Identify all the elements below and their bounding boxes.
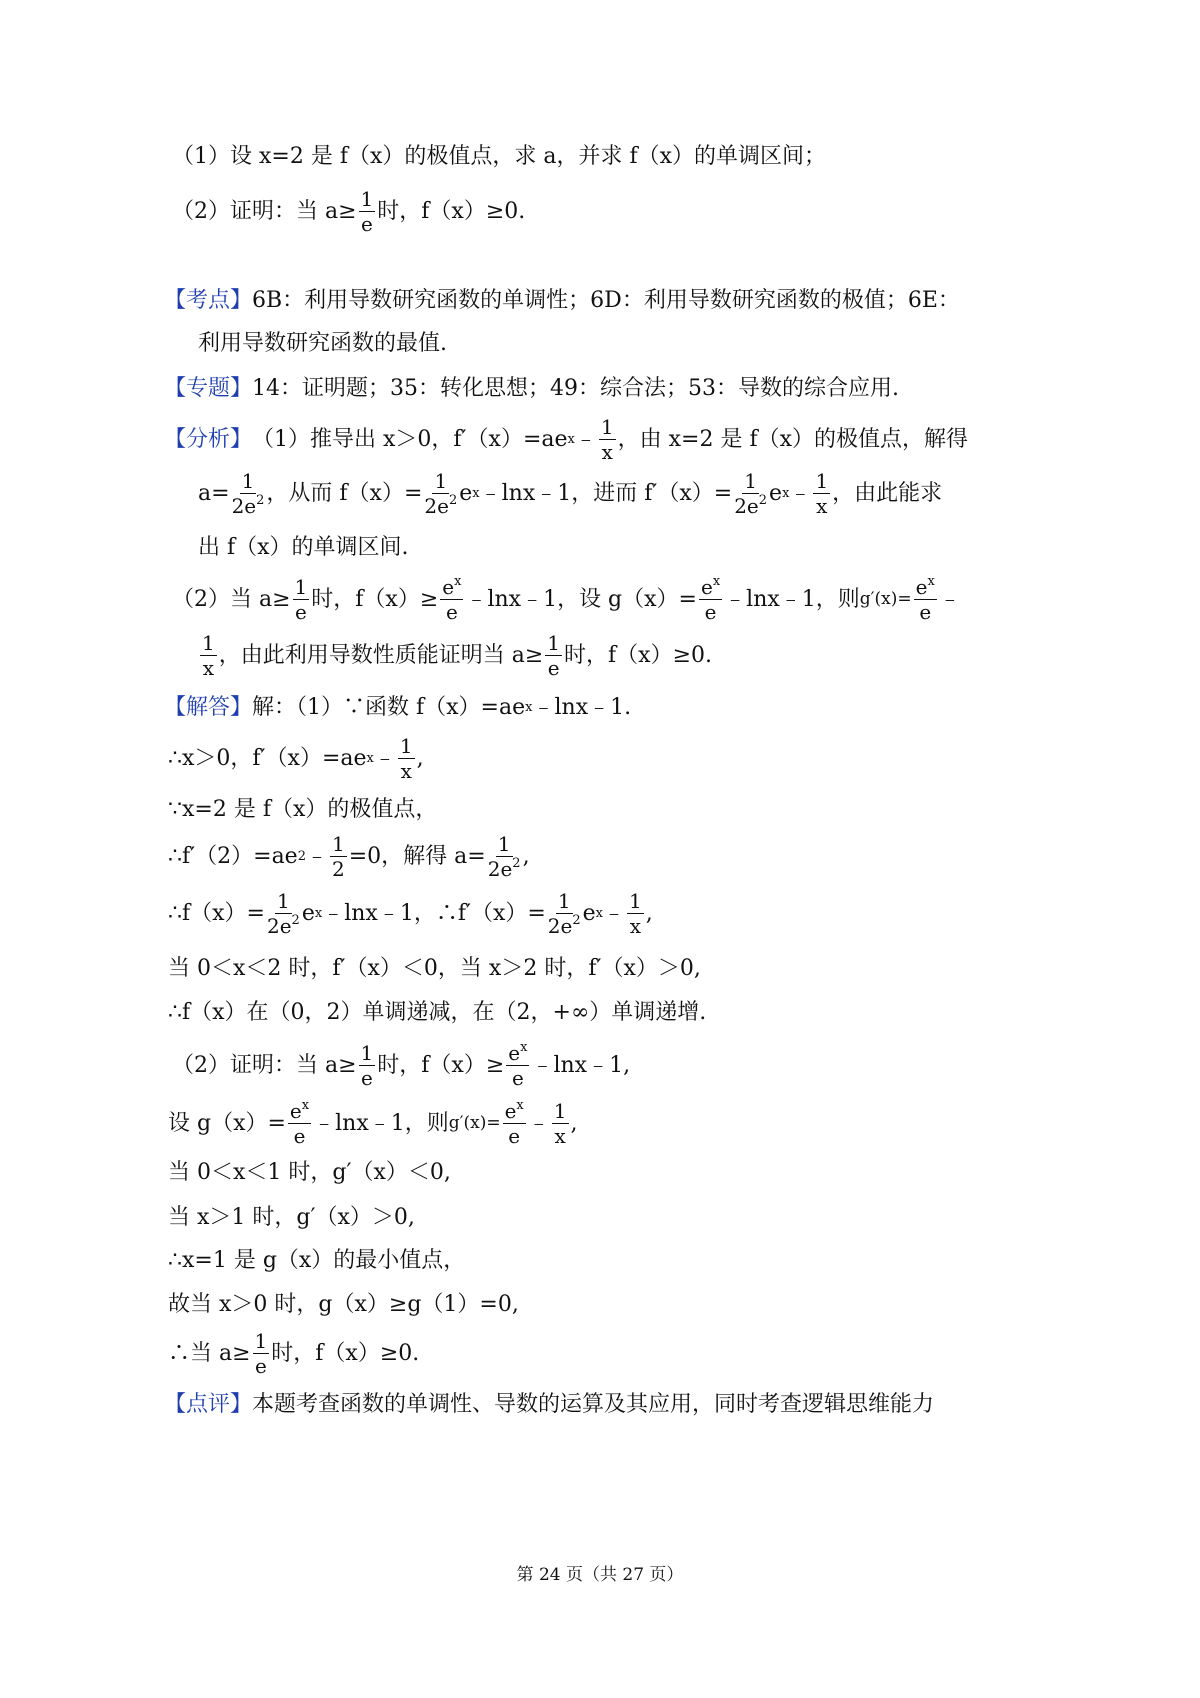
jieda-line-11 bbox=[168, 1207, 415, 1229]
jieda-line-2: ∴x＞0，f′（x）=ae x ﹣ $\frac{1}{x}$ , bbox=[168, 734, 424, 783]
math-text: e bbox=[700, 575, 713, 599]
math-text: 设 g（x）= bbox=[168, 1110, 286, 1136]
fenxi-line-1: 【分析】 （1）推导出 x＞0，f′（x）=ae x ﹣ $\frac{1}{x}$ ，由 x=2 是 f（x）的极值点，解得 bbox=[164, 415, 968, 464]
math-text: ，由 x=2 是 f（x）的极值点，解得 bbox=[617, 426, 968, 452]
math-text: ﹣lnx﹣1，设 g（x）= bbox=[465, 586, 697, 612]
fraction bbox=[627, 890, 644, 937]
math-text: a= bbox=[198, 480, 230, 506]
math-text: e bbox=[293, 1124, 306, 1148]
fenxi-line-4 bbox=[172, 576, 961, 623]
math-text: 1 bbox=[399, 734, 413, 758]
math-text: 利用导数研究函数的最值. bbox=[198, 331, 447, 356]
math-text: 当 x＞1 时，g′（x）＞0, bbox=[168, 1205, 415, 1230]
math-text: x bbox=[816, 494, 828, 518]
fraction bbox=[488, 833, 521, 880]
page-footer: 第 24 页（共 27 页） bbox=[516, 1565, 684, 1585]
math-text: 1 bbox=[254, 1329, 268, 1353]
math-text: , bbox=[522, 843, 530, 869]
math-text: e bbox=[582, 900, 596, 926]
math-text: e bbox=[459, 480, 473, 506]
math-text: ﹣ bbox=[789, 480, 812, 506]
fraction bbox=[914, 576, 937, 623]
math-text: 1 bbox=[277, 889, 290, 913]
math-text: ﹣lnx﹣1，则 bbox=[724, 586, 860, 612]
fenxi-line-5 bbox=[198, 632, 712, 679]
math-text: 时，f（x）≥ bbox=[311, 586, 439, 612]
math-text: ﹣lnx﹣1，则 bbox=[313, 1110, 449, 1136]
math-text: 14：证明题；35：转化思想；49：综合法；53：导数的综合应用. bbox=[252, 376, 899, 401]
math-text: 1 bbox=[600, 415, 614, 439]
jieda-line-5: ∴f（x）= $\frac{1}{2e^2}$ e x ﹣lnx﹣1，∴f′（x）= $\frac{1}{2e^2}$ e x ﹣ $\frac{1}{x}$ , bbox=[168, 889, 653, 938]
fraction bbox=[734, 470, 767, 517]
math-text: 2e bbox=[734, 494, 759, 518]
zhuanti-tag: 【专题】 bbox=[164, 376, 253, 401]
fraction bbox=[506, 1042, 529, 1089]
math-text: （2）当 a≥ bbox=[172, 586, 291, 612]
fraction bbox=[293, 576, 310, 623]
math-text: x bbox=[554, 1124, 566, 1148]
math-text: 6B：利用导数研究函数的单调性；6D：利用导数研究函数的极值；6E： bbox=[252, 288, 960, 313]
math-text: ﹣lnx﹣1，∴f′（x）= bbox=[322, 900, 546, 926]
math-text: 2e bbox=[424, 494, 449, 518]
math-text: 1 bbox=[434, 469, 448, 493]
math-text: e bbox=[301, 900, 315, 926]
fraction bbox=[699, 576, 722, 623]
math-text: 1 bbox=[497, 832, 511, 856]
fenxi-line-3 bbox=[198, 537, 409, 559]
math-text: , bbox=[570, 1110, 578, 1136]
jieda-line-3 bbox=[168, 799, 437, 821]
kaodian-tag: 【考点】 bbox=[164, 288, 253, 313]
jieda-line-8 bbox=[172, 1042, 630, 1089]
math-text: 1 bbox=[360, 187, 374, 211]
math-text: x bbox=[202, 656, 214, 680]
fraction bbox=[398, 735, 415, 782]
math-text: 2e bbox=[266, 914, 292, 938]
math-text: x bbox=[712, 574, 721, 589]
dianping-line bbox=[164, 1394, 934, 1416]
math-text: g′(x)= bbox=[448, 1113, 501, 1133]
math-text: ﹣ bbox=[527, 1110, 550, 1136]
math-text: ，由此利用导数性质能证明当 a≥ bbox=[218, 642, 544, 668]
math-text: （2）证明：当 a≥ bbox=[172, 1052, 357, 1078]
math-text: 本题考查函数的单调性、导数的运算及其应用，同时考查逻辑思维能力 bbox=[252, 1392, 935, 1417]
jieda-line-13 bbox=[168, 1294, 519, 1316]
math-text: 时，f（x）≥0. bbox=[564, 642, 712, 668]
math-text: 时，f（x）≥0. bbox=[271, 1340, 420, 1366]
math-text: x bbox=[629, 914, 642, 938]
math-text: 2e bbox=[487, 857, 513, 881]
math-text: 1 bbox=[360, 1041, 374, 1065]
math-text: 2 bbox=[291, 913, 300, 928]
fraction bbox=[440, 576, 463, 623]
math-text: 2 bbox=[758, 493, 768, 508]
math-text: ﹣lnx﹣1, bbox=[531, 1052, 631, 1078]
fraction bbox=[503, 1100, 526, 1147]
fraction bbox=[200, 632, 217, 679]
math-text: （1）推导出 x＞0，f′（x）=ae bbox=[252, 426, 568, 452]
math-text: 1 bbox=[629, 889, 642, 913]
math-text: 2 bbox=[332, 857, 345, 881]
fraction bbox=[599, 416, 616, 463]
math-text: 当 0＜x＜2 时，f′（x）＜0，当 x＞2 时，f′（x）＞0, bbox=[168, 956, 701, 981]
math-text: 2 bbox=[256, 493, 265, 508]
question-1 bbox=[172, 146, 826, 168]
math-text: e bbox=[508, 1041, 521, 1065]
math-text: 2e bbox=[231, 494, 257, 518]
math-text: x bbox=[516, 1098, 524, 1113]
math-text: e bbox=[294, 600, 307, 624]
math-text: , bbox=[416, 745, 424, 771]
math-text: e bbox=[511, 1066, 524, 1090]
math-text: 故当 x＞0 时，g（x）≥g（1）=0, bbox=[168, 1292, 519, 1317]
zhuanti-line bbox=[164, 378, 899, 400]
fraction bbox=[232, 470, 265, 517]
jieda-line-4: ∴f′（2）=ae 2 ﹣ $\frac{1}{2}$ =0，解得 a= $\frac{1}{2e^2}$ , bbox=[168, 832, 530, 881]
dianping-tag: 【点评】 bbox=[164, 1392, 253, 1417]
math-text: ∴x=1 是 g（x）的最小值点， bbox=[168, 1248, 466, 1273]
math-text: 1 bbox=[557, 889, 571, 913]
fraction bbox=[359, 188, 376, 235]
jieda-tag: 【解答】 bbox=[164, 695, 253, 720]
math-text: ∴x＞0，f′（x）=ae bbox=[168, 745, 367, 771]
math-text: 出 f（x）的单调区间. bbox=[198, 535, 409, 560]
math-text: e bbox=[360, 1066, 373, 1090]
question-2 bbox=[172, 188, 525, 235]
math-text: 时，f（x）≥0. bbox=[377, 198, 526, 224]
jieda-line-7 bbox=[168, 1002, 706, 1024]
jieda-line-9 bbox=[168, 1100, 578, 1147]
math-text: e bbox=[547, 656, 560, 680]
math-text: ﹣ bbox=[305, 843, 328, 869]
kaodian-line-2 bbox=[198, 333, 447, 355]
math-text: e bbox=[504, 1099, 517, 1123]
jieda-line-12 bbox=[168, 1250, 465, 1272]
math-text: 1 bbox=[332, 832, 345, 856]
math-text: 1 bbox=[744, 469, 757, 493]
math-text: ﹣lnx﹣1. bbox=[532, 695, 632, 720]
math-text: e bbox=[360, 212, 373, 236]
fraction bbox=[813, 470, 830, 517]
jieda-line-6 bbox=[168, 958, 701, 980]
math-text: ，由此能求 bbox=[832, 480, 943, 506]
math-text: e bbox=[704, 600, 717, 624]
fenxi-tag: 【分析】 bbox=[164, 426, 253, 452]
math-text: 2e bbox=[547, 914, 573, 938]
math-text: e bbox=[254, 1354, 267, 1378]
math-text: （1）设 x=2 是 f（x）的极值点，求 a，并求 f（x）的单调区间； bbox=[172, 144, 827, 169]
jieda-line-1: 【解答】 解：（1）∵函数 f（x）=ae x ﹣lnx﹣1. bbox=[164, 695, 632, 720]
math-text: , bbox=[645, 900, 653, 926]
math-text: x bbox=[927, 574, 935, 589]
math-text: 1 bbox=[241, 469, 255, 493]
math-text: ∴f′（2）=ae bbox=[168, 843, 298, 869]
math-text: ﹣ bbox=[574, 426, 597, 452]
math-text: ﹣ bbox=[938, 586, 961, 612]
math-text: ∵x=2 是 f（x）的极值点， bbox=[168, 797, 438, 822]
math-text: 当 0＜x＜1 时，g′（x）＜0, bbox=[168, 1160, 451, 1185]
jieda-line-14 bbox=[168, 1330, 419, 1377]
math-text: 2 bbox=[512, 856, 521, 871]
math-text: 1 bbox=[202, 631, 215, 655]
math-text: 1 bbox=[815, 469, 829, 493]
math-text: ，从而 f（x）= bbox=[266, 480, 423, 506]
kaodian-line-1 bbox=[164, 290, 960, 312]
math-text: x bbox=[520, 1040, 528, 1055]
fraction bbox=[424, 470, 457, 517]
math-text: ﹣ bbox=[373, 745, 396, 771]
math-text: ﹣lnx﹣1，进而 f′（x）= bbox=[479, 480, 733, 506]
math-text: 2 bbox=[572, 913, 581, 928]
math-text: 1 bbox=[294, 575, 308, 599]
math-text: 1 bbox=[547, 631, 561, 655]
fraction bbox=[545, 632, 562, 679]
math-text: x bbox=[400, 759, 412, 783]
math-text: e bbox=[919, 600, 932, 624]
fraction bbox=[253, 1330, 270, 1377]
math-text: ∴f（x）在（0，2）单调递减，在（2，+∞）单调递增. bbox=[168, 1000, 707, 1025]
math-text: g′(x)= bbox=[859, 589, 912, 609]
math-text: e bbox=[289, 1099, 302, 1123]
math-text: ∴f（x）= bbox=[168, 900, 265, 926]
fraction bbox=[359, 1042, 376, 1089]
math-text: 时，f（x）≥ bbox=[377, 1052, 505, 1078]
math-text: （2）证明：当 a≥ bbox=[172, 198, 357, 224]
math-text: x bbox=[601, 440, 613, 464]
math-text: e bbox=[915, 575, 928, 599]
math-text: e bbox=[442, 575, 455, 599]
fraction bbox=[288, 1100, 311, 1147]
jieda-line-10 bbox=[168, 1162, 451, 1184]
math-text: x bbox=[301, 1098, 310, 1113]
fraction bbox=[552, 1100, 569, 1147]
math-text: x bbox=[454, 574, 462, 589]
math-text: 1 bbox=[553, 1099, 567, 1123]
fraction bbox=[267, 890, 300, 937]
math-text: ∴当 a≥ bbox=[168, 1340, 251, 1366]
math-text: e bbox=[508, 1124, 521, 1148]
fraction bbox=[548, 890, 581, 937]
fenxi-line-2: a= $\frac{1}{2e^2}$ ，从而 f（x）= $\frac{1}{2e^2}$ e x ﹣lnx﹣1，进而 f′（x）= $\frac{1}{2e^2}$ e x ﹣ $\frac{1}{x}$ ，由此能求 bbox=[198, 469, 943, 518]
fraction bbox=[330, 833, 347, 880]
math-text: e bbox=[445, 600, 458, 624]
math-text: 2 bbox=[448, 493, 458, 508]
math-text: 解：（1）∵函数 f（x）=ae bbox=[252, 695, 526, 720]
math-text: ﹣ bbox=[603, 900, 626, 926]
math-text: e bbox=[769, 480, 783, 506]
math-text: =0，解得 a= bbox=[348, 843, 486, 869]
